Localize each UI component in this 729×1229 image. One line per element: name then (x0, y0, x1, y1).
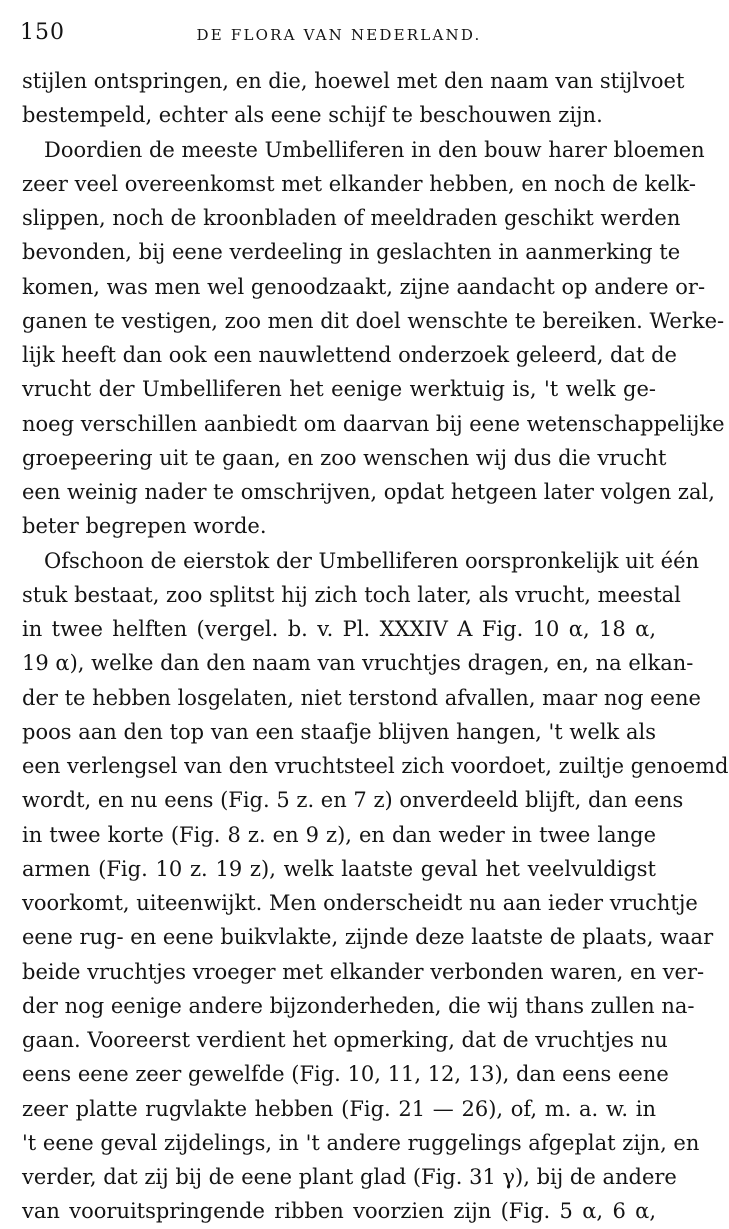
text-line: een weinig nader te omschrijven, opdat hetgeen later volgen zal, (22, 480, 715, 504)
text-line: Doordien de meeste Umbelliferen in den bouw harer bloemen (44, 137, 705, 162)
text-line: noeg verschillen aanbiedt om daarvan bij eene wetenschappelijke (22, 411, 725, 436)
text-line: 19 α), welke dan den naam van vruchtjes dragen, en, na elkan- (22, 651, 694, 676)
text-line: vrucht der Umbelliferen het eenige werktuig is, 't welk ge- (22, 377, 656, 402)
text-line: poos aan den top van een staafje blijven hangen, 't welk als (22, 719, 656, 744)
text-line: van vooruitspringende ribben voorzien zijn (Fig. 5 α, 6 α, (22, 1199, 656, 1224)
text-line: gaan. Vooreerst verdient het opmerking, dat de vruchtjes nu (22, 1028, 668, 1052)
text-line: een verlengsel van den vruchtsteel zich voordoet, zuiltje genoemd (22, 754, 729, 778)
text-line: 't eene geval zijdelings, in 't andere ruggelings afgeplat zijn, en (22, 1130, 700, 1155)
text-line: beter begrepen worde. (22, 514, 267, 539)
body-text (22, 64, 729, 1229)
text-line: groepeering uit te gaan, en zoo wenschen wij dus die vrucht (22, 445, 667, 470)
text-line: komen, was men wel genoodzaakt, zijne aandacht op andere or- (22, 274, 706, 299)
text-line: eene rug- en eene buikvlakte, zijnde deze laatste de plaats, waar (22, 925, 714, 950)
text-line: wordt, en nu eens (Fig. 5 z. en 7 z) onverdeeld blijft, dan eens (22, 788, 684, 813)
page-header (18, 18, 660, 46)
text-line: der nog eenige andere bijzonderheden, die wij thans zullen na- (22, 993, 695, 1018)
text-line: stuk bestaat, zoo splitst hij zich toch later, als vrucht, meestal (22, 582, 681, 607)
text-line: beide vruchtjes vroeger met elkander verbonden waren, en ver- (22, 959, 705, 984)
text-line: in twee helften (vergel. b. v. Pl. XXXIV A Fig. 10 α, 18 α, (22, 617, 656, 641)
text-line: zeer veel overeenkomst met elkander hebben, en noch de kelk- (22, 171, 696, 196)
text-line: bevonden, bij eene verdeeling in geslachten in aanmerking te (22, 240, 681, 265)
text-line: eens eene zeer gewelfde (Fig. 10, 11, 12, 13), dan eens eene (22, 1062, 669, 1087)
page-number: 150 (20, 20, 65, 45)
text-line: Ofschoon de eierstok der Umbelliferen oorspronkelijk uit één (44, 548, 700, 573)
text-line: verder, dat zij bij de eene plant glad (Fig. 31 γ), bij de andere (22, 1165, 677, 1189)
text-line: slippen, noch de kroonbladen of meeldraden geschikt werden (22, 206, 681, 230)
text-line: armen (Fig. 10 z. 19 z), welk laatste geval het veelvuldigst (22, 856, 656, 881)
text-line: bestempeld, echter als eene schijf te beschouwen zijn. (22, 103, 603, 128)
text-line: stijlen ontspringen, en die, hoewel met den naam van stijlvoet (22, 69, 685, 93)
text-line: der te hebben losgelaten, niet terstond afvallen, maar nog eene (22, 685, 701, 710)
text-line: in twee korte (Fig. 8 z. en 9 z), en dan weder in twee lange (22, 822, 656, 847)
text-line: ganen te vestigen, zoo men dit doel wenschte te bereiken. Werke- (22, 308, 725, 333)
text-line: voorkomt, uiteenwijkt. Men onderscheidt nu aan ieder vruchtje (22, 891, 698, 915)
running-head: DE FLORA VAN NEDERLAND. (196, 26, 482, 44)
text-line: lijk heeft dan ook een nauwlettend onderzoek geleerd, dat de (22, 343, 677, 367)
text-line: zeer platte rugvlakte hebben (Fig. 21 — 26), of, m. a. w. in (22, 1096, 656, 1121)
